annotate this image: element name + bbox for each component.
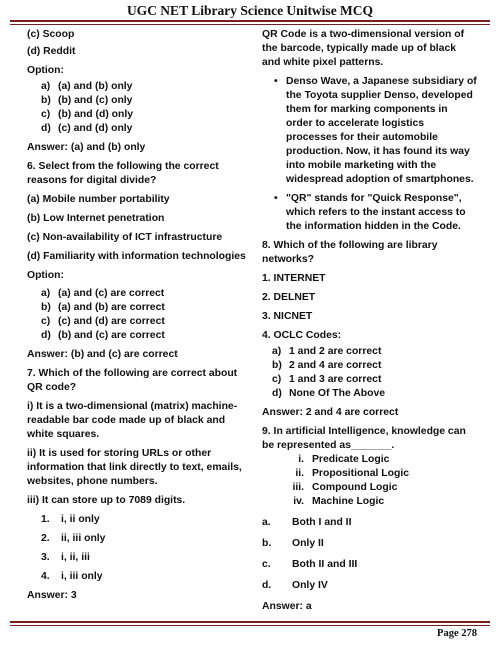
header-rule-thick	[10, 20, 490, 22]
list-item: i. Predicate Logic	[298, 454, 390, 465]
list-item: a) (a) and (b) only	[41, 81, 133, 92]
list-item: c) (c) and (d) are correct	[41, 316, 165, 327]
list-item: b) 2 and 4 are correct	[272, 360, 382, 371]
q6-option-a: (a) Mobile number portability	[27, 194, 170, 205]
answer-5: Answer: a	[262, 601, 312, 612]
footer-rule-thick	[10, 621, 490, 623]
question-9: 9. In artificial Intelligence, knowledge can be represented as_______.	[262, 426, 466, 451]
list-item: a) (a) and (c) are correct	[41, 288, 165, 299]
options-list-2	[27, 287, 250, 343]
q8-item-3: 3. NICNET	[262, 311, 313, 322]
list-item: d) None Of The Above	[272, 388, 386, 399]
list-item: b) (a) and (b) are correct	[41, 302, 165, 313]
list-item: c) 1 and 3 are correct	[272, 374, 382, 385]
list-item: d. Only IV	[262, 580, 328, 591]
option-label-2: Option:	[27, 270, 64, 281]
page-header-title: UGC NET Library Science Unitwise MCQ	[126, 3, 374, 18]
bullet-item-denso: • Denso Wave, a Japanese subsidiary of the Toyota supplier Denso, developed them for marking components in order to accelerate logistics processes for their automobile production. Now, it has found its way into mobile marketing with the widespread adoption of smartphones.	[274, 76, 477, 185]
question-6: 6. Select from the following the correct reasons for digital divide?	[27, 161, 219, 186]
right-column	[262, 28, 477, 614]
roman-list	[262, 453, 477, 509]
list-item: iv. Machine Logic	[293, 496, 385, 507]
options-list-1	[27, 80, 250, 136]
q7-statement-ii: ii) It is used for storing URLs or other information that link directly to text, emails, websites, phone numbers.	[27, 448, 242, 487]
list-item: c) (b) and (d) only	[41, 109, 134, 120]
option-c-scoop: (c) Scoop	[27, 29, 75, 40]
list-item: a. Both I and II	[262, 517, 352, 528]
question-7: 7. Which of the following are correct about QR code?	[27, 368, 238, 393]
options-list-3	[27, 513, 250, 584]
q7-statement-i: i) It is a two-dimensional (matrix) machine-readable bar code made up of black and white squares.	[27, 401, 238, 440]
list-item: d) (b) and (c) are correct	[41, 330, 165, 341]
letter-options-list	[262, 516, 477, 593]
page-number: Page 278	[437, 628, 477, 639]
list-item: 1. i, ii only	[41, 514, 100, 525]
q8-item-4: 4. OCLC Codes:	[262, 330, 342, 341]
list-item: 2. ii, iii only	[41, 533, 106, 544]
options-list-4	[262, 345, 477, 401]
answer-4: Answer: 2 and 4 are correct	[262, 407, 399, 418]
list-item: c. Both II and III	[262, 559, 358, 570]
list-item: b. Only II	[262, 538, 324, 549]
list-item: b) (b) and (c) only	[41, 95, 133, 106]
q6-option-d: (d) Familiarity with information technologies	[27, 251, 246, 262]
bullet-icon: •	[274, 193, 278, 204]
q6-option-b: (b) Low Internet penetration	[27, 213, 165, 224]
q7-statement-iii: iii) It can store up to 7089 digits.	[27, 495, 186, 506]
list-item: 4. i, iii only	[41, 571, 103, 582]
list-item: iii. Compound Logic	[292, 482, 398, 493]
answer-2: Answer: (b) and (c) are correct	[27, 349, 178, 360]
option-d-reddit: (d) Reddit	[27, 46, 76, 57]
q6-option-c: (c) Non-availability of ICT infrastructure	[27, 232, 223, 243]
option-label: Option:	[27, 65, 64, 76]
answer-1: Answer: (a) and (b) only	[27, 142, 146, 153]
list-item: ii. Propositional Logic	[295, 468, 409, 479]
bullet-item-qr-meaning: • "QR" stands for "Quick Response", which refers to the instant access to the information hidden in the Code.	[274, 193, 466, 232]
qr-paragraph: QR Code is a two-dimensional version of the barcode, typically made up of black and white pixel patterns.	[262, 29, 465, 68]
q8-item-1: 1. INTERNET	[262, 273, 326, 284]
header-rule-thin	[10, 24, 490, 25]
question-8: 8. Which of the following are library networks?	[262, 240, 438, 265]
list-item: 3. i, ii, iii	[41, 552, 90, 563]
list-item: a) 1 and 2 are correct	[272, 346, 382, 357]
bullet-icon: •	[274, 76, 278, 87]
q8-item-2: 2. DELNET	[262, 292, 316, 303]
left-column	[27, 28, 250, 603]
answer-3: Answer: 3	[27, 590, 77, 601]
list-item: d) (c) and (d) only	[41, 123, 133, 134]
footer-rule-thin	[10, 625, 490, 626]
